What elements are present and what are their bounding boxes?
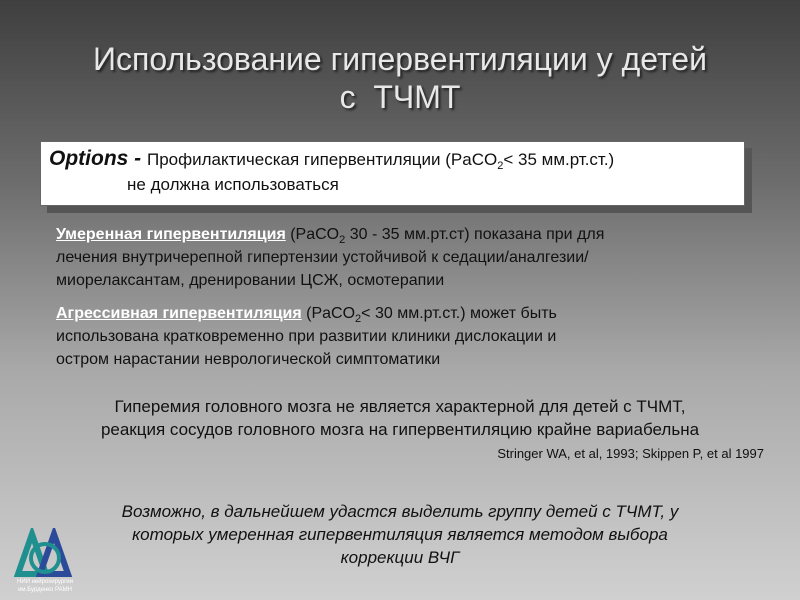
hyperemia-line-1: Гиперемия головного мозга не является характерной для детей с ТЧМТ, — [114, 397, 686, 416]
options-line-1 — [49, 147, 614, 171]
logo-emblem-icon — [10, 528, 80, 578]
hyperemia-statement — [20, 395, 780, 441]
options-line-2: не должна использоваться — [127, 175, 339, 194]
options-subscript: 2 — [497, 160, 504, 172]
title-line-2: с ТЧМТ — [339, 79, 461, 115]
options-label: Options — [49, 147, 129, 170]
moderate-paragraph — [56, 223, 756, 292]
logo-line-1: НИИ нейрохирургии — [16, 579, 73, 585]
hyperemia-line-2: реакция сосудов головного мозга на гипервентиляцию крайне вариабельна — [100, 420, 700, 439]
moderate-term: Умеренная гипервентиляция — [56, 226, 286, 243]
moderate-subscript: 2 — [339, 234, 346, 246]
conclusion-line-2: которых умеренная гипервентиляция является методом выбора — [132, 525, 668, 544]
options-dash: - — [128, 147, 147, 170]
logo-caption — [10, 578, 80, 594]
institute-logo — [10, 528, 80, 596]
slide-title — [20, 40, 780, 116]
aggressive-text-2: < 30 мм.рт.ст.) может быть — [361, 305, 557, 322]
title-line-1: Использование гипервентиляции у детей — [93, 41, 707, 77]
options-box — [40, 141, 745, 206]
conclusion-line-3: коррекции ВЧГ — [340, 548, 460, 567]
citation: Stringer WA, et al, 1993; Skippen P, et al 1997 — [497, 446, 764, 461]
conclusion — [40, 500, 760, 569]
moderate-line-3: миорелаксантам, дренировании ЦСЖ, осмотерапии — [56, 272, 445, 289]
aggressive-subscript: 2 — [355, 313, 362, 325]
moderate-text-1: (PaCO — [285, 226, 340, 243]
aggressive-line-2: использована кратковременно при развитии клиники дислокации и — [56, 328, 557, 345]
moderate-line-2: лечения внутричерепной гипертензии устойчивой к седации/аналгезии/ — [56, 249, 589, 266]
conclusion-line-1: Возможно, в дальнейшем удастся выделить группу детей с ТЧМТ, у — [121, 502, 679, 521]
aggressive-paragraph — [56, 302, 756, 371]
aggressive-text-1: (PaCO — [301, 305, 356, 322]
logo-line-2: им.Бурденко РАМН — [18, 587, 72, 593]
moderate-text-2: 30 - 35 мм.рт.ст) показана при для — [345, 226, 605, 243]
aggressive-line-3: остром нарастании неврологической симптоматики — [56, 351, 441, 368]
options-text-2: < 35 мм.рт.ст.) — [503, 150, 615, 169]
aggressive-term: Агрессивная гипервентиляция — [56, 305, 302, 322]
options-text-1: Профилактическая гипервентиляции (PaCO — [147, 150, 498, 169]
